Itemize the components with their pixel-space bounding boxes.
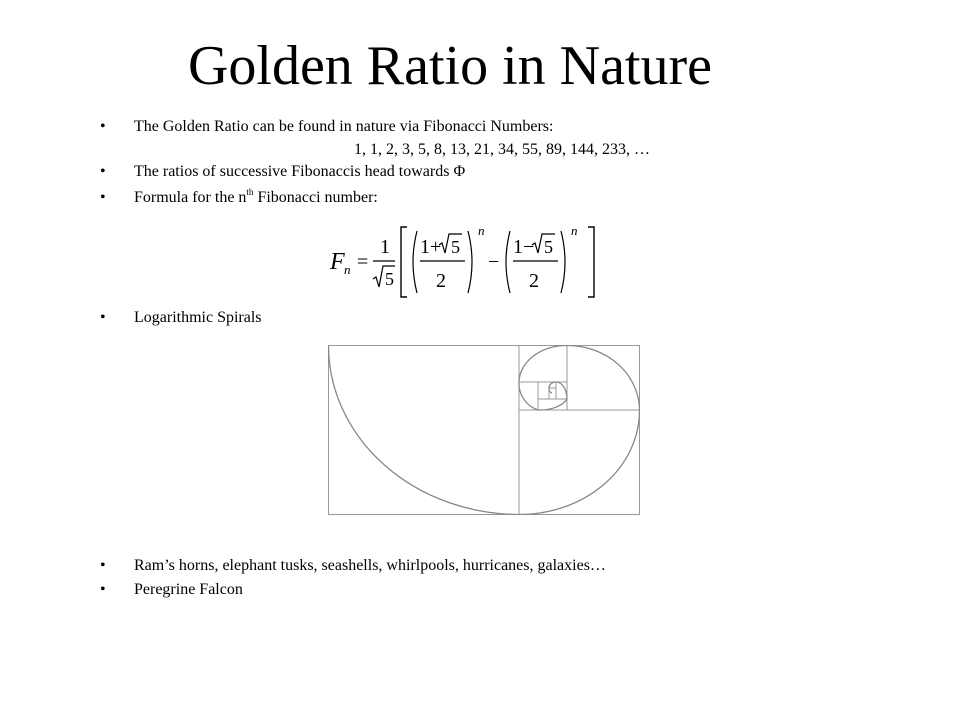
formula-denominator: 2 [436,270,446,292]
formula-numerator-one: 1 [380,236,390,258]
bullet-text-after: Fibonacci number: [253,189,378,206]
formula-subscript-n: n [344,262,351,277]
bullet-marker: • [100,163,106,180]
formula-right-bracket [588,227,594,297]
formula-f-symbol: F [330,249,345,275]
formula-equals: = [357,251,369,273]
bullet-text [134,188,378,208]
formula-exponent-n: n [571,223,578,238]
bullet-text: The ratios of successive Fibonaccis head towards Φ [134,163,466,180]
bullet-text: The Golden Ratio can be found in nature via Fibonacci Numbers: [134,118,554,135]
bullet-marker: • [100,118,106,135]
outer-rectangle [329,346,640,515]
golden-spiral-diagram [328,345,640,515]
formula-right-paren [561,231,565,293]
bullet-text: Ram’s horns, elephant tusks, seashells, whirlpools, hurricanes, galaxies… [134,557,606,574]
formula-minus: − [488,251,500,273]
formula-term2-numerator: 1− [513,236,535,258]
formula-exponent-n: n [478,223,485,238]
formula-sqrt-five: 5 [451,237,460,257]
slide-title: Golden Ratio in Nature [187,35,713,97]
bullet-marker: • [100,309,106,326]
formula-denominator: 2 [529,270,539,292]
formula-right-paren [468,231,472,293]
logarithmic-spiral-curve [329,345,640,514]
fibonacci-sequence-line: 1, 1, 2, 3, 5, 8, 13, 21, 34, 55, 89, 144, 233, … [354,141,650,158]
formula-left-bracket [401,227,407,297]
formula-left-paren [413,231,417,293]
formula-left-paren [506,231,510,293]
bullet-marker: • [100,557,106,574]
formula-sqrt-five: 5 [385,269,394,289]
bullet-marker: • [100,581,106,598]
formula-sqrt-five: 5 [544,237,553,257]
bullet-text: Peregrine Falcon [134,581,243,598]
fibonacci-formula [328,223,598,299]
golden-rectangles [329,346,640,515]
formula-term1-numerator: 1+ [420,236,442,258]
superscript-th: th [246,186,254,197]
bullet-text-before: Formula for the n [134,189,247,206]
bullet-marker: • [100,189,106,206]
bullet-text: Logarithmic Spirals [134,309,262,326]
